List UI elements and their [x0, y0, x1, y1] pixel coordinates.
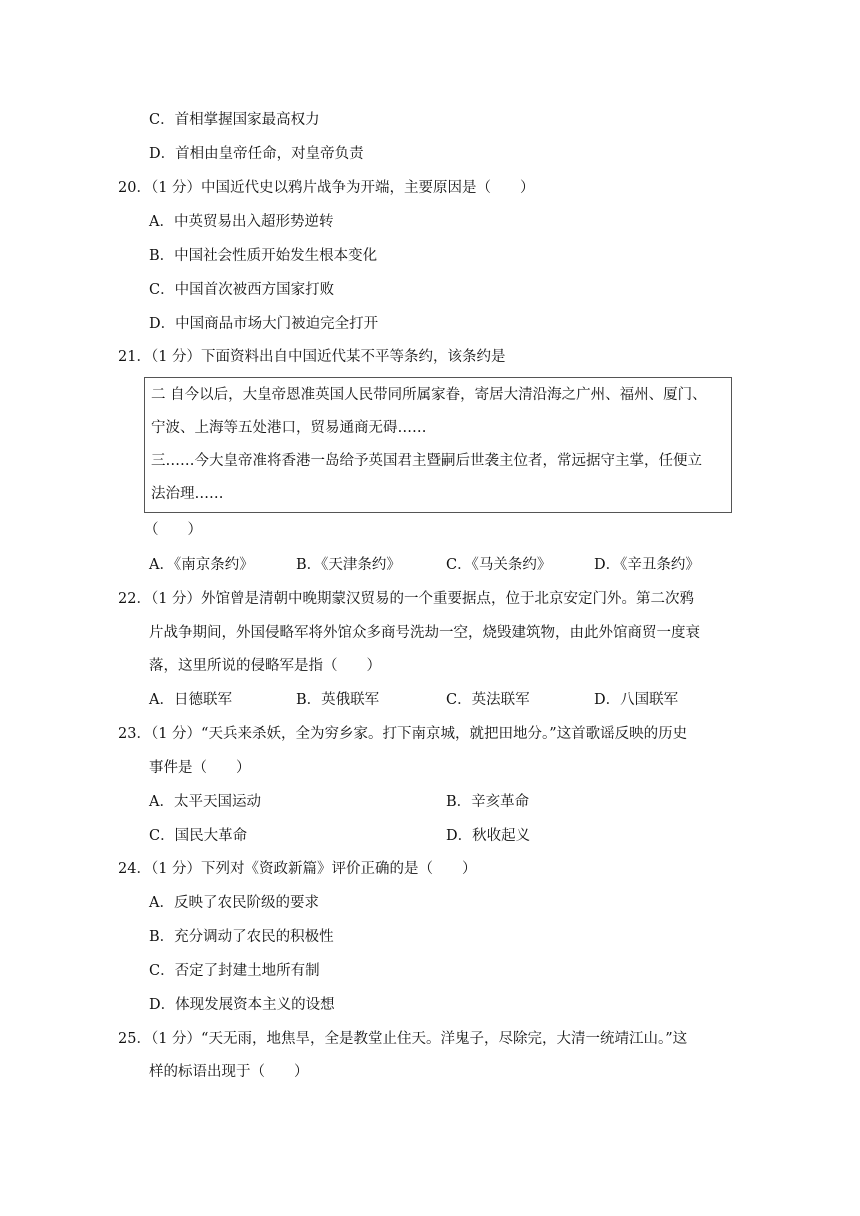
q24-option-b: B．充分调动了农民的积极性 [149, 929, 334, 945]
q21-material-box [144, 377, 732, 513]
q20-option-c: C．中国首次被西方国家打败 [149, 282, 335, 298]
q22-stem-line-3: 落，这里所说的侵略军是指（ ） [149, 658, 381, 674]
q21-material-line-4: 法治理…… [151, 486, 224, 502]
q19-option-d: D．首相由皇帝任命，对皇帝负责 [149, 146, 364, 162]
q20-option-d: D．中国商品市场大门被迫完全打开 [149, 316, 379, 332]
q22-stem-line-2: 片战争期间，外国侵略军将外馆众多商号洗劫一空，烧毁建筑物，由此外馆商贸一度衰 [149, 625, 700, 641]
q22-option-a: A．日德联军 [149, 692, 232, 708]
q24-option-d: D．体现发展资本主义的设想 [149, 997, 335, 1013]
q21-material-line-2: 宁波、上海等五处港口，贸易通商无碍…… [151, 420, 427, 436]
q23-stem-line-2: 事件是（ ） [149, 760, 251, 776]
q23-stem-line-1: 23．（1 分）“天兵来杀妖，全为穷乡家。打下南京城，就把田地分。”这首歌谣反映的历史 [118, 726, 688, 742]
q21-material-line-3: 三……今大皇帝准将香港一岛给予英国君主暨嗣后世袭主位者，常远据守主掌，任便立 [151, 453, 702, 469]
q21-option-b: B．《天津条约》 [296, 557, 401, 573]
q23-option-d: D．秋收起义 [446, 828, 531, 844]
q24-option-a: A．反映了农民阶级的要求 [149, 895, 319, 911]
q21-option-c: C．《马关条约》 [446, 557, 552, 573]
q21-stem: 21．（1 分）下面资料出自中国近代某不平等条约，该条约是 [118, 349, 506, 365]
q22-option-b: B．英俄联军 [296, 692, 380, 708]
q23-option-c: C．国民大革命 [149, 828, 248, 844]
q20-option-b: B．中国社会性质开始发生根本变化 [149, 248, 378, 264]
q21-option-a: A．《南京条约》 [149, 557, 254, 573]
q22-option-c: C．英法联军 [446, 692, 530, 708]
q21-option-d: D．《辛丑条约》 [594, 557, 700, 573]
q25-stem-line-2: 样的标语出现于（ ） [149, 1064, 309, 1080]
q23-option-b: B．辛亥革命 [446, 794, 530, 810]
q20-stem: 20．（1 分）中国近代史以鸦片战争为开端，主要原因是（ ） [118, 180, 535, 196]
q19-option-c: C．首相掌握国家最高权力 [149, 112, 320, 128]
q20-option-a: A．中英贸易出入超形势逆转 [149, 214, 334, 230]
q24-stem: 24．（1 分）下列对《资政新篇》评价正确的是（ ） [118, 861, 477, 877]
q22-stem-line-1: 22．（1 分）外馆曾是清朝中晚期蒙汉贸易的一个重要据点，位于北京安定门外。第二次鸦 [118, 591, 695, 607]
q21-material-line-1: 二 自今以后，大皇帝恩准英国人民带同所属家眷，寄居大清沿海之广州、福州、厦门、 [151, 387, 707, 403]
q23-option-a: A．太平天国运动 [149, 794, 261, 810]
q22-option-d: D．八国联军 [594, 692, 679, 708]
q21-answer-paren: （ ） [144, 522, 202, 538]
q25-stem-line-1: 25．（1 分）“天无雨，地焦旱，全是教堂止住天。洋鬼子，尽除完，大清一统靖江山。”这 [118, 1031, 688, 1047]
q24-option-c: C．否定了封建土地所有制 [149, 963, 320, 979]
